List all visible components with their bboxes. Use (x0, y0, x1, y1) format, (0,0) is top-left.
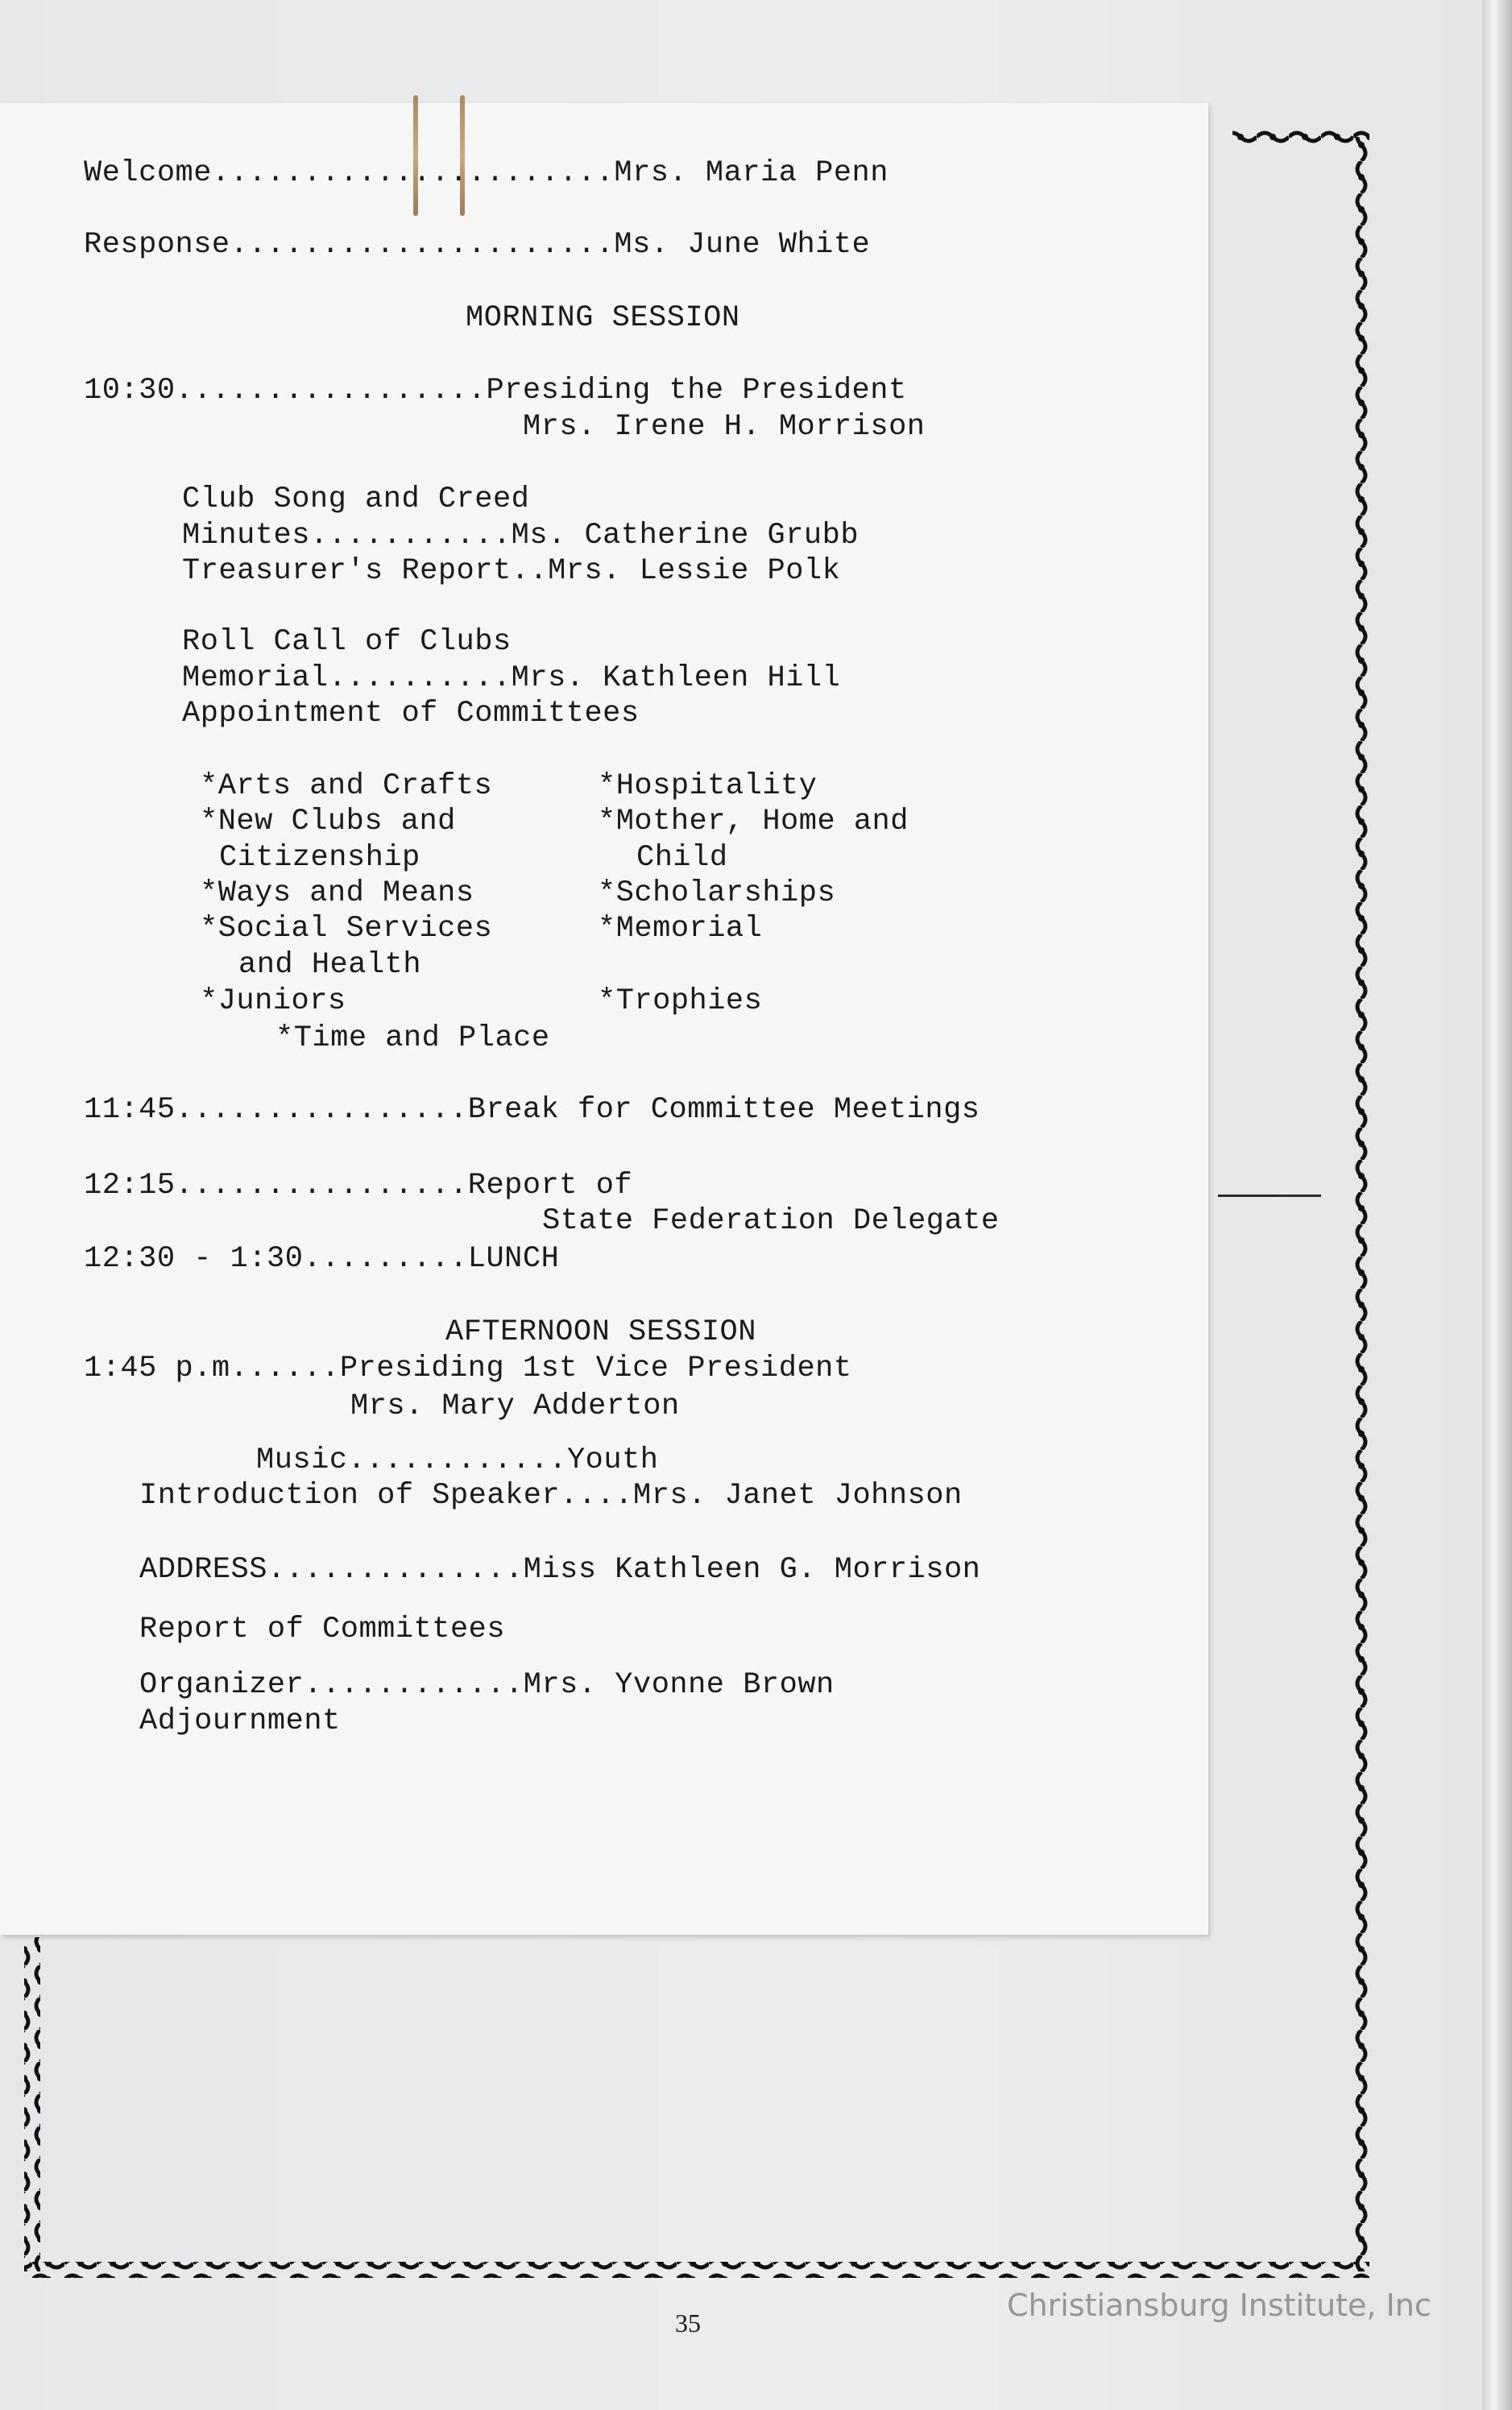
adjournment-line: Adjournment (139, 1704, 341, 1738)
report-committees-line: Report of Committees (139, 1613, 506, 1646)
afternoon-session-heading: AFTERNOON SESSION (445, 1315, 756, 1349)
committee-hospitality: *Hospitality (598, 769, 818, 803)
committee-social-services: *Social Services (200, 912, 493, 946)
lunch-line: 12:30 - 1:30.........LUNCH (84, 1242, 560, 1276)
treasurer-report-line: Treasurer's Report..Mrs. Lessie Polk (182, 554, 841, 588)
minutes-line: Minutes...........Ms. Catherine Grubb (182, 519, 860, 553)
break-committee-line: 11:45................Break for Committee Meetings (84, 1093, 980, 1127)
committee-memorial: *Memorial (598, 912, 763, 946)
memorial-line: Memorial..........Mrs. Kathleen Hill (182, 661, 841, 695)
appointment-committees-line: Appointment of Committees (182, 697, 640, 731)
report-of-line: 12:15................Report of (84, 1169, 633, 1203)
committee-trophies: *Trophies (598, 984, 763, 1018)
committee-mother-home-cont: Child (636, 841, 728, 875)
committee-social-services-cont: and Health (238, 948, 422, 982)
music-line: Music............Youth (256, 1443, 659, 1477)
club-song-line: Club Song and Creed (182, 482, 530, 516)
response-line: Response.....................Ms. June White (84, 228, 871, 262)
vice-president-name-line: Mrs. Mary Adderton (350, 1389, 680, 1423)
presiding-president-line: 10:30.................Presiding the President (84, 374, 907, 408)
presiding-vice-president-line: 1:45 p.m......Presiding 1st Vice President (84, 1352, 852, 1385)
page-number: 35 (675, 2309, 701, 2338)
committee-scholarships: *Scholarships (598, 876, 836, 910)
address-line: ADDRESS..............Miss Kathleen G. Morrison (139, 1553, 981, 1587)
organizer-line: Organizer............Mrs. Yvonne Brown (139, 1668, 835, 1702)
committee-arts-crafts: *Arts and Crafts (200, 769, 493, 803)
roll-call-line: Roll Call of Clubs (182, 625, 512, 659)
committee-new-clubs: *New Clubs and (200, 805, 456, 839)
morning-session-heading: MORNING SESSION (466, 301, 740, 335)
committee-mother-home: *Mother, Home and (598, 805, 909, 839)
welcome-line: Welcome......................Mrs. Maria Penn (84, 156, 889, 190)
introduction-speaker-line: Introduction of Speaker....Mrs. Janet Johnson (139, 1479, 963, 1513)
state-federation-line: State Federation Delegate (542, 1204, 1000, 1238)
committee-new-clubs-cont: Citizenship (219, 841, 420, 875)
committee-juniors: *Juniors (200, 984, 346, 1018)
president-name-line: Mrs. Irene H. Morrison (523, 410, 926, 444)
rule-line (1218, 1195, 1321, 1197)
watermark: Christiansburg Institute, Inc (1007, 2288, 1431, 2323)
committee-time-place: *Time and Place (275, 1021, 550, 1055)
committee-ways-means: *Ways and Means (200, 876, 474, 910)
